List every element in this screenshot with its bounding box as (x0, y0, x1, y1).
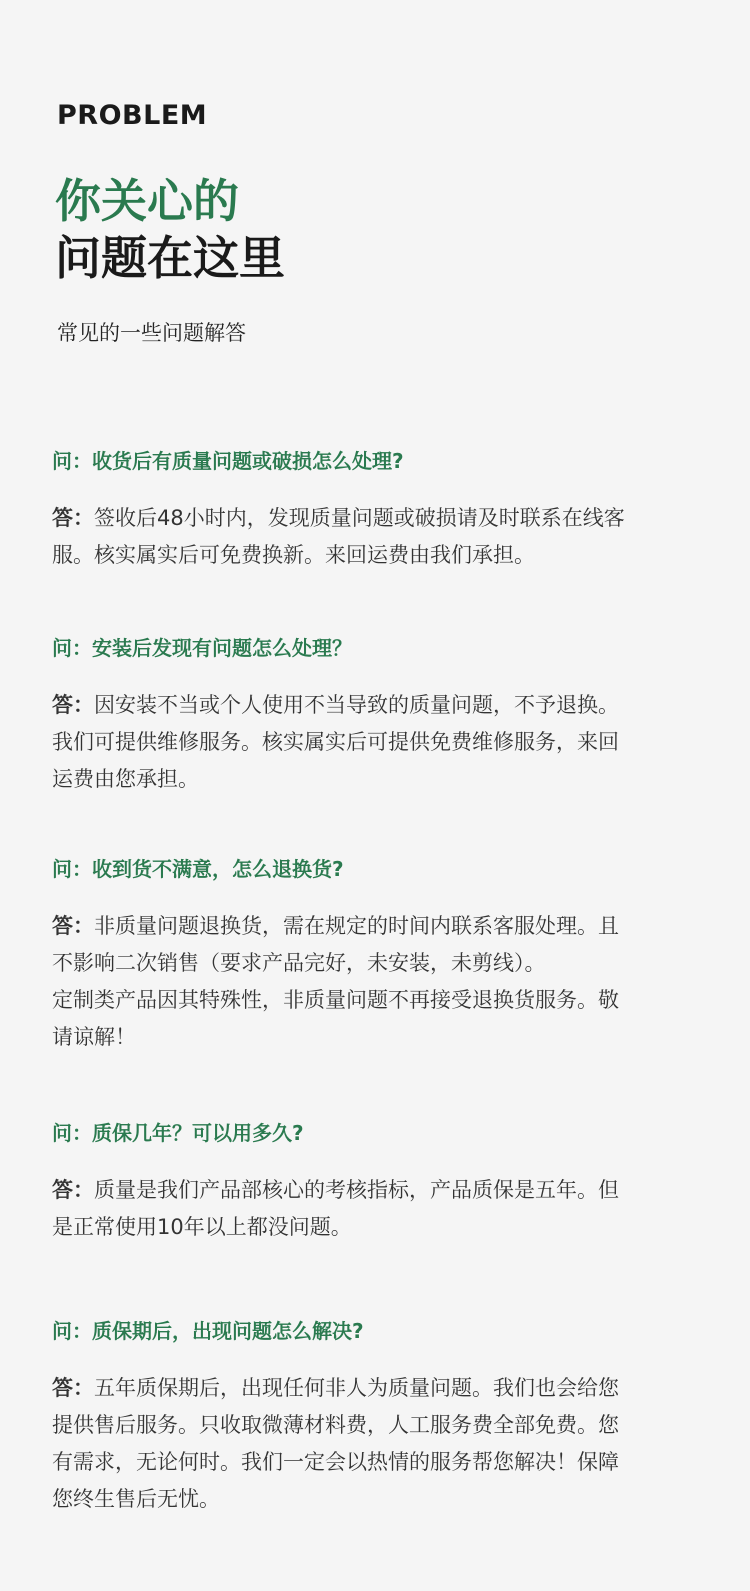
faq-question: 问：安装后发现有问题怎么处理？ (52, 636, 352, 660)
faq-item-after-warranty (52, 1316, 702, 1518)
faq-answer (52, 908, 702, 1056)
faq-item-warranty-years (52, 1118, 702, 1246)
answer-label: 答： (52, 506, 94, 530)
answer-text: 签收后48小时内，发现质量问题或破损请及时联系在线客 服。核实属实后可免费换新。来回运费由我们承担。 (52, 506, 625, 567)
faq-question: 问：质保期后，出现问题怎么解决? (52, 1319, 364, 1343)
answer-label: 答： (52, 914, 94, 938)
page-title-line1: 你关心的 (55, 174, 239, 228)
faq-item-after-install (52, 633, 702, 798)
faq-answer (52, 500, 702, 574)
page-subtitle: 常见的一些问题解答 (57, 321, 246, 345)
answer-text: 五年质保期后，出现任何非人为质量问题。我们也会给您 提供售后服务。只收取微薄材料费，人工服务费全部免费。您 有需求，无论何时。我们一定会以热情的服务帮您解决！保障 您终生售后无忧。 (52, 1376, 619, 1511)
faq-item-return-exchange (52, 854, 702, 1056)
faq-question: 问：质保几年？可以用多久? (52, 1121, 304, 1145)
answer-label: 答： (52, 1376, 94, 1400)
answer-text: 因安装不当或个人使用不当导致的质量问题，不予退换。 我们可提供维修服务。核实属实后可提供免费维修服务，来回 运费由您承担。 (52, 693, 619, 791)
answer-label: 答： (52, 693, 94, 717)
faq-answer (52, 687, 702, 798)
page-title-line2: 问题在这里 (55, 231, 285, 285)
faq-item-quality-damage (52, 446, 702, 574)
section-eyebrow: PROBLEM (57, 100, 208, 131)
faq-question: 问：收货后有质量问题或破损怎么处理? (52, 449, 404, 473)
faq-answer (52, 1370, 702, 1518)
answer-text: 非质量问题退换货，需在规定的时间内联系客服处理。且 不影响二次销售（要求产品完好，未安装，未剪线）。 定制类产品因其特殊性，非质量问题不再接受退换货服务。敬 请谅解！ (52, 914, 619, 1049)
faq-answer (52, 1172, 702, 1246)
answer-text: 质量是我们产品部核心的考核指标，产品质保是五年。但 是正常使用10年以上都没问题。 (52, 1178, 619, 1239)
faq-question: 问：收到货不满意，怎么退换货? (52, 857, 344, 881)
answer-label: 答： (52, 1178, 94, 1202)
